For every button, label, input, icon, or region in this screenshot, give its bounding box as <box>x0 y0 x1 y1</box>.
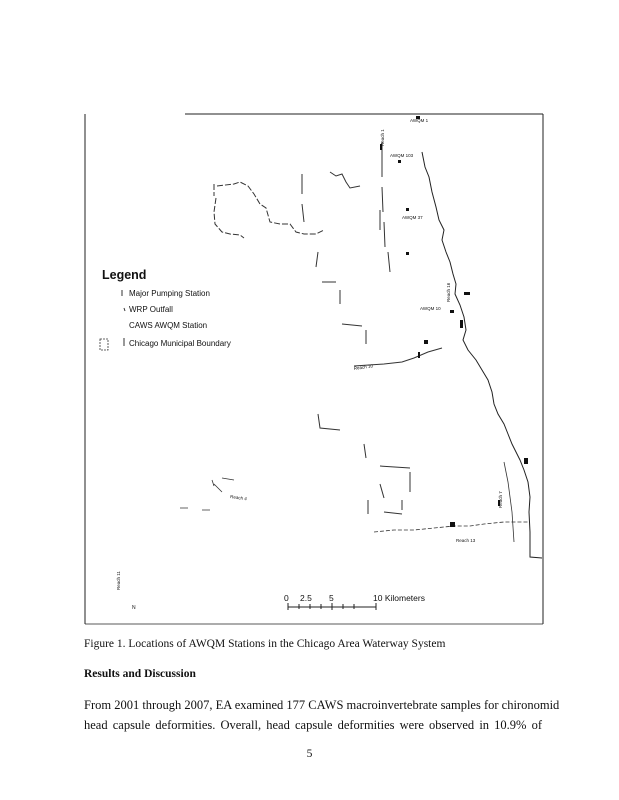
legend-item-municipal-boundary: Chicago Municipal Boundary <box>129 339 231 348</box>
lake-shoreline <box>422 152 530 552</box>
station-label: Reach 16 <box>446 282 451 302</box>
station-label: Reach 7 <box>498 491 503 508</box>
scale-tick-label: 2.5 <box>300 593 312 603</box>
scale-bar <box>288 603 376 610</box>
legend-title: Legend <box>102 268 147 282</box>
station-marker <box>424 340 428 344</box>
station-label: AWQM 103 <box>390 153 414 158</box>
station-marker <box>398 160 401 163</box>
legend-item-wrp-outfall: WRP Outfall <box>129 305 173 314</box>
station-label: Reach 1 <box>380 129 385 146</box>
station-label: Reach 4 <box>229 494 248 502</box>
station-label: Reach 10 <box>353 363 374 371</box>
station-marker <box>450 310 454 313</box>
map-figure <box>84 112 545 626</box>
station-marker <box>450 522 455 527</box>
station-marker <box>418 352 420 358</box>
north-shore-channel <box>382 142 390 272</box>
station-marker <box>406 252 409 255</box>
station-label: AWQM 10 <box>420 306 441 311</box>
waterway-map <box>84 112 545 626</box>
section-heading: Results and Discussion <box>84 668 196 680</box>
station-marker <box>406 208 409 211</box>
station-marker <box>524 458 528 464</box>
scale-tick-label: 0 <box>284 593 289 603</box>
figure-caption: Figure 1. Locations of AWQM Stations in the Chicago Area Waterway System <box>84 638 446 650</box>
station-label: AWQM 37 <box>402 215 423 220</box>
municipal-boundary-north <box>214 182 324 238</box>
station-markers <box>380 116 528 527</box>
wrp-outfall-symbol <box>124 308 125 311</box>
station-marker <box>460 320 463 328</box>
municipal-boundary-symbol <box>100 339 108 350</box>
scale-tick-label: 10 Kilometers <box>373 593 425 603</box>
lake-shoreline-south <box>530 552 542 558</box>
body-text-line: From 2001 through 2007, EA examined 177 CAWS macroinvertebrate samples for chironomid <box>84 698 560 712</box>
little-calumet-river <box>504 462 514 542</box>
station-label: AWQM 1 <box>410 118 429 123</box>
southwest-segments <box>180 478 234 510</box>
station-marker <box>464 292 470 295</box>
legend-item-awqm-station: CAWS AWQM Station <box>129 321 208 330</box>
body-text-line: head capsule deformities. Overall, head capsule deformities were observed in 10.9% of <box>84 718 542 732</box>
municipal-boundary-segments <box>302 172 380 344</box>
scale-tick-label: 5 <box>329 593 334 603</box>
station-label: Reach 11 <box>116 571 121 590</box>
north-arrow-icon: N <box>132 605 136 611</box>
page-number: 5 <box>306 748 313 760</box>
south-boundary-segments <box>318 414 410 514</box>
station-label: Reach 13 <box>456 538 476 543</box>
legend-item-pumping-station: Major Pumping Station <box>129 289 210 298</box>
